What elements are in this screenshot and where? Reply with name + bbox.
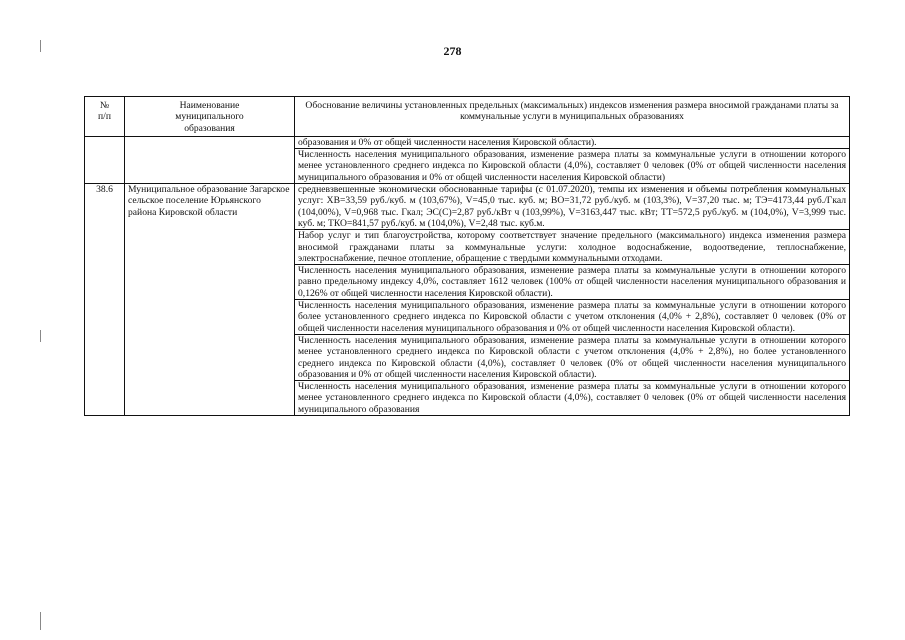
cell-name	[125, 136, 295, 183]
cell-basis	[295, 184, 850, 416]
basis-paragraph: Численность населения муниципального образования, изменение размера платы за коммунальные услуги в отношении которого менее установленного среднего индекса по Кировской области (4,0%), составляет 0 человек (0% от общей численности населения муниципального образования	[295, 380, 849, 415]
scan-artifact	[40, 330, 41, 342]
scan-artifact	[40, 40, 41, 52]
basis-paragraph: образования и 0% от общей численности населения Кировской области).	[298, 136, 597, 148]
header-basis: Обоснование величины установленных предельных (максимальных) индексов изменения размера вносимой гражданами платы за коммунальные услуги в муниципальных образованиях	[295, 97, 850, 137]
table-header-row	[85, 97, 850, 137]
table-row	[85, 184, 850, 416]
basis-paragraph: средневзвешенные экономически обоснованные тарифы (с 01.07.2020), темпы их изменения и объемы потребления коммунальных услуг: ХВ=33,59 руб./куб. м (103,67%), V=45,0 тыс. куб. м; ВО=31,72 руб./куб. м (103,3%), V=37,20 тыс. м; ТЭ=4173,44 руб./Гкал (104,00%), V=0,968 тыс. Гкал; ЭС(С)=2,87 руб./кВт ч (103,99%), V=3163,447 тыс. кВт; ТТ=572,5 руб./куб. м (104,0%), V=3,999 тыс. куб. м; ТКО=841,57 руб./куб. м (104,0%), V=2,48 тыс. куб.м.	[298, 184, 846, 229]
basis-paragraph: Численность населения муниципального образования, изменение размера платы за коммунальные услуги в отношении которого более установленного среднего индекса по Кировской области с учетом отклонения (4,0% + 2,8%), составляет 0 человек (0% от общей численности населения муниципального образования и 0% от общей численности населения Кировской области).	[295, 299, 849, 334]
table-row-continuation	[85, 136, 850, 183]
basis-paragraph: Численность населения муниципального образования, изменение размера платы за коммунальные услуги в отношении которого менее установленного среднего индекса по Кировской области (4,0%), составляет 0 человек (0% от общей численности населения муниципального образования и 0% от общей численности населения Кировской области)	[295, 148, 849, 183]
cell-number	[85, 136, 125, 183]
header-municipality-name: Наименование муниципального образования	[125, 97, 295, 137]
scan-artifact	[40, 612, 41, 630]
cell-number: 38.6	[85, 184, 125, 416]
basis-paragraph: Набор услуг и тип благоустройства, которому соответствует значение предельного (максимального) индекса изменения размера вносимой гражданами платы за коммунальные услуги: холодное водоснабжение, водоотведение, теплоснабжение, электроснабжение, печное отопление, обращение с твердыми коммунальными отходами.	[295, 229, 849, 264]
cell-name: Муниципальное образование Загарское сельское поселение Юрьянского района Кировской области	[125, 184, 295, 416]
header-number: № п/п	[85, 97, 125, 137]
page-number: 278	[443, 44, 462, 58]
basis-paragraph: Численность населения муниципального образования, изменение размера платы за коммунальные услуги в отношении которого равно предельному индексу 4,0%, составляет 1612 человек (100% от общей численности населения муниципального образования и 0,126% от общей численности населения Кировской области).	[295, 264, 849, 299]
basis-paragraph: Численность населения муниципального образования, изменение размера платы за коммунальные услуги в отношении которого менее установленного среднего индекса по Кировской области с учетом отклонения (4,0% + 2,8%), но более установленного среднего индекса по Кировской области (4,0%), составляет 0 человек (0% от общей численности населения муниципального образования и 0% от общей численности населения Кировской области).	[295, 334, 849, 380]
tariff-table	[84, 96, 850, 416]
cell-basis	[295, 136, 850, 183]
